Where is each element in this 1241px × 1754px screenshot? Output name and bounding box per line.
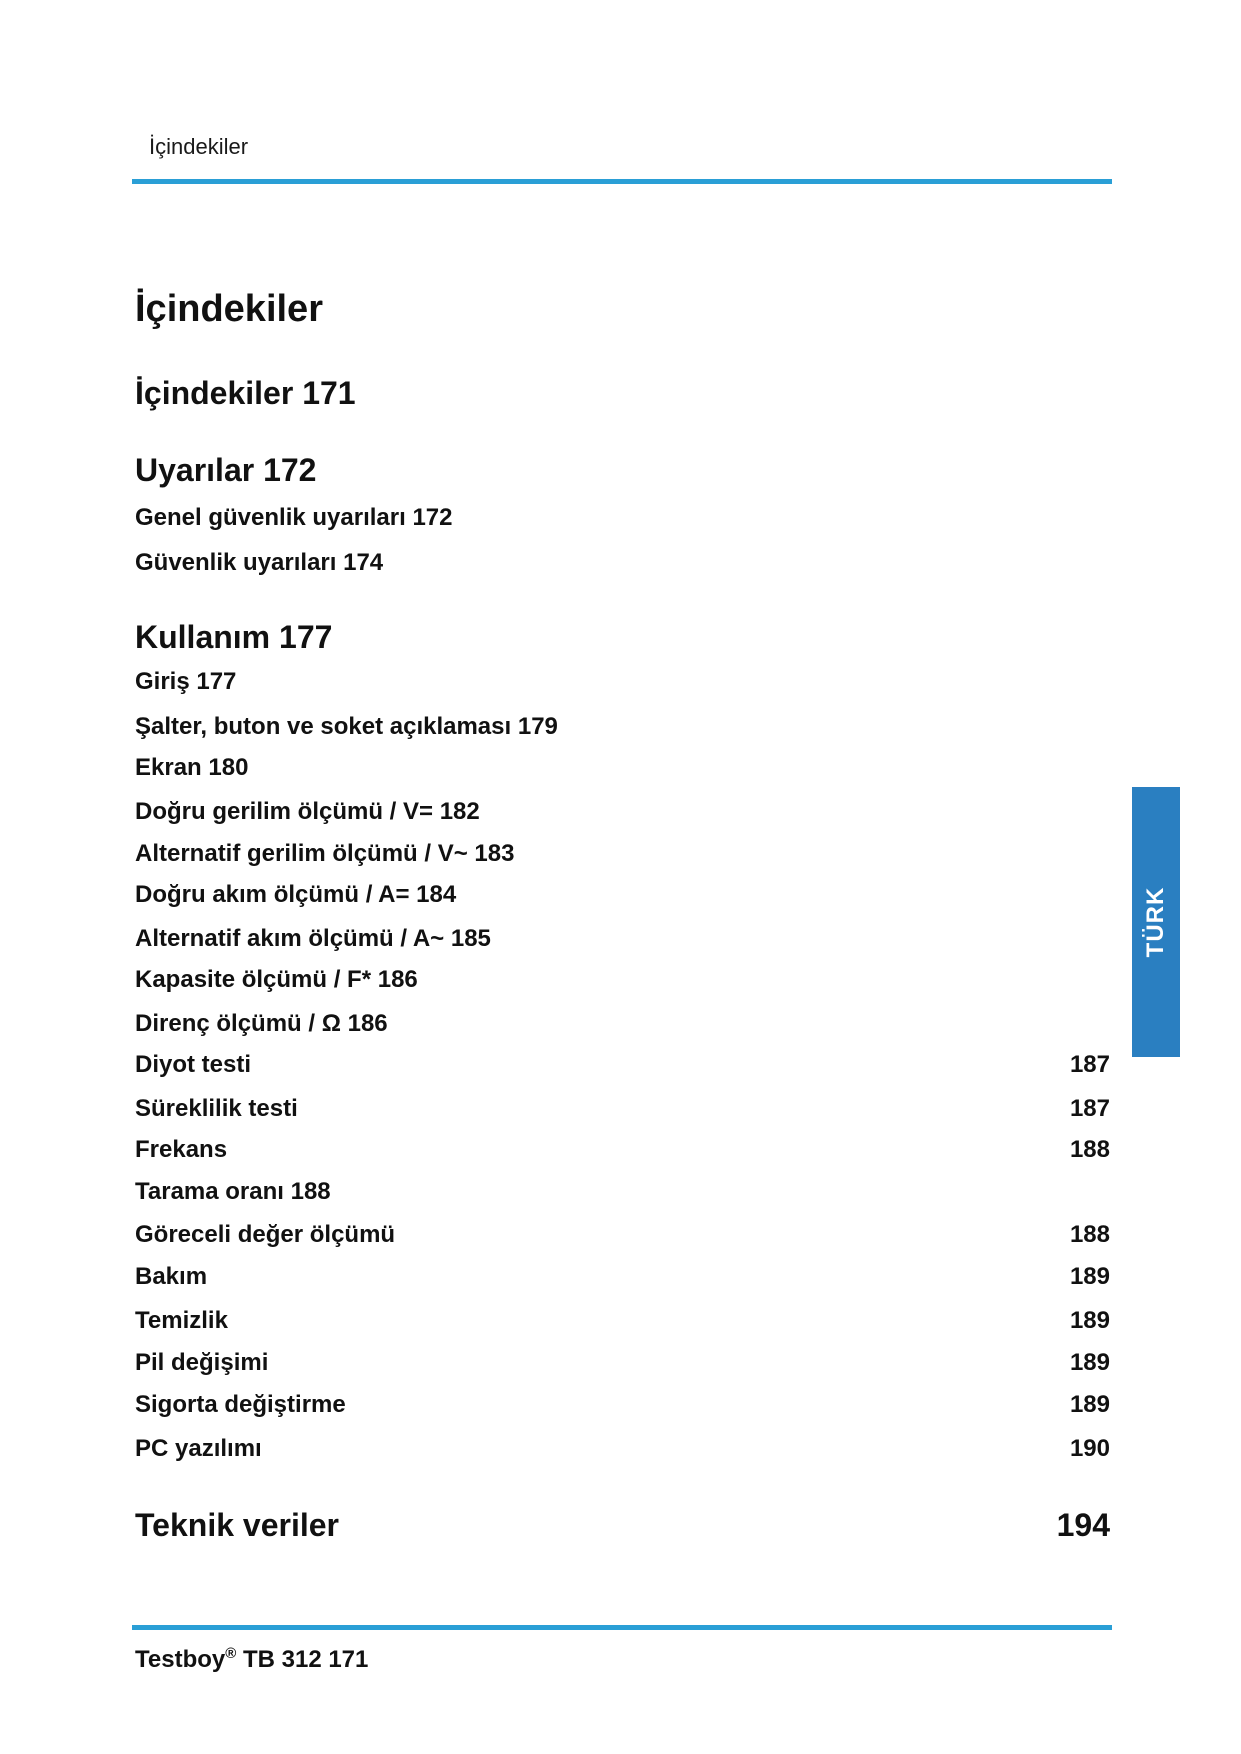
toc-entry-title: Pil değişimi: [135, 1349, 269, 1376]
toc-entry-goreceli[interactable]: [135, 1221, 1110, 1249]
footer: [135, 1645, 368, 1674]
toc-entry-direnc[interactable]: [135, 1010, 1110, 1038]
toc-entry-title: Diyot testi: [135, 1051, 252, 1078]
footer-model-page: TB 312 171: [236, 1646, 369, 1673]
toc-entry-title: İçindekiler 171: [135, 375, 356, 411]
toc-entry-diyot[interactable]: [135, 1051, 1110, 1079]
toc-entry-guvenlik[interactable]: [135, 549, 1110, 577]
toc-entry-page: 188: [1069, 1136, 1110, 1163]
toc-entry-title: Uyarılar 172: [135, 452, 317, 488]
footer-rule: [132, 1625, 1112, 1630]
toc-entry-title: Kullanım 177: [135, 619, 333, 655]
toc-entry-title: Tarama oranı 188: [135, 1178, 331, 1205]
toc-entry-title: Genel güvenlik uyarıları 172: [135, 504, 453, 531]
toc-entry-pc-yazilimi[interactable]: [135, 1435, 1110, 1463]
toc-entry-kullanim[interactable]: [135, 619, 1110, 656]
header-rule: [132, 179, 1112, 184]
toc-entry-icindekiler[interactable]: [135, 375, 1110, 412]
toc-entry-page: 188: [1069, 1221, 1110, 1248]
language-tab-label: TÜRK: [1142, 886, 1169, 958]
toc-entry-giris[interactable]: [135, 668, 1110, 696]
toc-entry-sureklilik[interactable]: [135, 1095, 1110, 1123]
toc-entry-uyarilar[interactable]: [135, 452, 1110, 489]
toc-entry-tarama[interactable]: [135, 1178, 1110, 1206]
toc-entry-page: 187: [1069, 1095, 1110, 1122]
toc-entry-title: Frekans: [135, 1136, 228, 1163]
toc-entry-page: 187: [1069, 1051, 1110, 1078]
toc-entry-title: Göreceli değer ölçümü: [135, 1221, 396, 1248]
toc-entry-ekran[interactable]: [135, 754, 1110, 782]
toc-entry-genel-guvenlik[interactable]: [135, 504, 1110, 532]
toc-entry-sigorta[interactable]: [135, 1391, 1110, 1419]
language-tab: [1132, 787, 1180, 1057]
toc-entry-teknik-veriler[interactable]: [135, 1507, 1110, 1544]
toc-entry-title: PC yazılımı: [135, 1435, 262, 1462]
toc-entry-page: 189: [1069, 1307, 1110, 1334]
toc-entry-title: Doğru akım ölçümü / A= 184: [135, 881, 457, 908]
toc-entry-dogru-gerilim[interactable]: [135, 798, 1110, 826]
toc-entry-pil[interactable]: [135, 1349, 1110, 1377]
toc-entry-title: Giriş 177: [135, 668, 237, 695]
toc-entry-title: Direnç ölçümü / Ω 186: [135, 1010, 388, 1037]
toc-entry-title: Doğru gerilim ölçümü / V= 182: [135, 798, 480, 825]
toc-entry-title: Sigorta değiştirme: [135, 1391, 346, 1418]
toc-entry-kapasite[interactable]: [135, 966, 1110, 994]
toc-entry-page: 194: [1056, 1507, 1110, 1543]
registered-mark: ®: [225, 1645, 237, 1662]
toc-entry-dogru-akim[interactable]: [135, 881, 1110, 909]
toc-entry-alternatif-gerilim[interactable]: [135, 840, 1110, 868]
toc-entry-salter[interactable]: [135, 713, 1110, 741]
toc-entry-alternatif-akim[interactable]: [135, 925, 1110, 953]
toc-entry-title: Kapasite ölçümü / F* 186: [135, 966, 418, 993]
toc-entry-title: Şalter, buton ve soket açıklaması 179: [135, 713, 558, 740]
toc-entry-temizlik[interactable]: [135, 1307, 1110, 1335]
toc-entry-bakim[interactable]: [135, 1263, 1110, 1291]
toc-entry-title: Güvenlik uyarıları 174: [135, 549, 384, 576]
toc-entry-title: Teknik veriler: [135, 1507, 339, 1543]
toc-entry-frekans[interactable]: [135, 1136, 1110, 1164]
toc-entry-title: Ekran 180: [135, 754, 249, 781]
toc-entry-title: Süreklilik testi: [135, 1095, 298, 1122]
toc-entry-page: 189: [1069, 1263, 1110, 1290]
footer-brand: Testboy: [135, 1646, 226, 1673]
toc-entry-title: Alternatif akım ölçümü / A~ 185: [135, 925, 491, 952]
toc-entry-page: 189: [1069, 1349, 1110, 1376]
toc-entry-page: 189: [1069, 1391, 1110, 1418]
toc-entry-title: Alternatif gerilim ölçümü / V~ 183: [135, 840, 515, 867]
running-head: İçindekiler: [149, 134, 249, 159]
toc-entry-title: Bakım: [135, 1263, 208, 1290]
toc-entry-page: 190: [1069, 1435, 1110, 1462]
toc-entry-title: Temizlik: [135, 1307, 228, 1334]
page-title: İçindekiler: [135, 288, 323, 330]
